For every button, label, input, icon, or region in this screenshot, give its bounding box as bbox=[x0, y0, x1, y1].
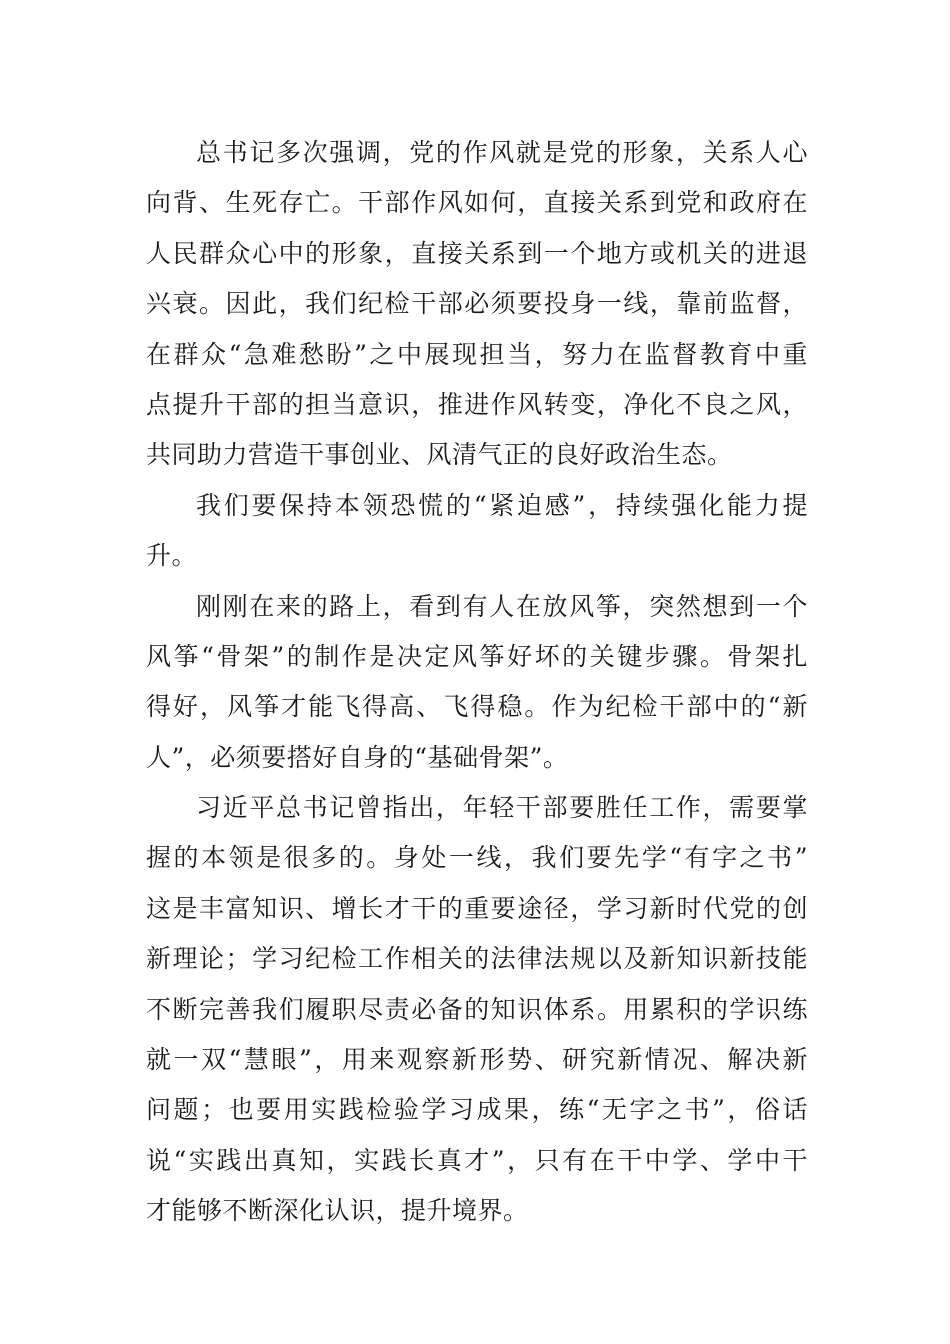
paragraph-1-line-3: 人民群众心中的形象，直接关系到一个地方或机关的进退 bbox=[146, 238, 808, 268]
paragraph-1-line-1: 总书记多次强调，党的作风就是党的形象，关系人心 bbox=[196, 138, 808, 167]
paragraph-4-line-4: 新理论；学习纪检工作相关的法律法规以及新知识新技能 bbox=[146, 944, 808, 974]
paragraph-3-line-2: 风筝“骨架”的制作是决定风筝好坏的关键步骤。骨架扎 bbox=[146, 641, 808, 671]
paragraph-3-line-3: 得好，风筝才能飞得高、飞得稳。作为纪检干部中的“新 bbox=[146, 692, 808, 722]
paragraph-3-line-1: 刚刚在来的路上，看到有人在放风筝，突然想到一个 bbox=[196, 591, 808, 621]
paragraph-1-line-6: 点提升干部的担当意识，推进作风转变，净化不良之风， bbox=[146, 389, 808, 419]
paragraph-3-line-4: 人”，必须要搭好自身的“基础骨架”。 bbox=[146, 742, 569, 772]
paragraph-4-line-1: 习近平总书记曾指出，年轻干部要胜任工作，需要掌 bbox=[196, 793, 808, 823]
paragraph-4-line-5: 不断完善我们履职尽责必备的知识体系。用累积的学识练 bbox=[146, 994, 808, 1024]
paragraph-4-line-8: 说“实践出真知，实践长真才”，只有在干中学、学中干 bbox=[146, 1145, 808, 1175]
paragraph-4-line-3: 这是丰富知识、增长才干的重要途径，学习新时代党的创 bbox=[146, 893, 808, 923]
paragraph-1-line-5: 在群众“急难愁盼”之中展现担当，努力在监督教育中重 bbox=[146, 339, 808, 369]
paragraph-4-line-7: 问题；也要用实践检验学习成果，练“无字之书”，俗话 bbox=[146, 1095, 808, 1125]
paragraph-2-line-2: 升。 bbox=[146, 541, 198, 571]
paragraph-1-line-2: 向背、生死存亡。干部作风如何，直接关系到党和政府在 bbox=[146, 188, 808, 218]
paragraph-4-line-9: 才能够不断深化认识，提升境界。 bbox=[146, 1196, 529, 1226]
paragraph-1-line-4: 兴衰。因此，我们纪检干部必须要投身一线，靠前监督， bbox=[146, 289, 808, 319]
paragraph-2-line-1: 我们要保持本领恐慌的“紧迫感”，持续强化能力提 bbox=[196, 490, 808, 520]
paragraph-4-line-6: 就一双“慧眼”，用来观察新形势、研究新情况、解决新 bbox=[146, 1045, 808, 1075]
document-body bbox=[146, 128, 808, 1237]
paragraph-4-line-2: 握的本领是很多的。身处一线，我们要先学“有字之书” bbox=[146, 843, 808, 873]
paragraph-1-line-7: 共同助力营造干事创业、风清气正的良好政治生态。 bbox=[146, 440, 733, 470]
